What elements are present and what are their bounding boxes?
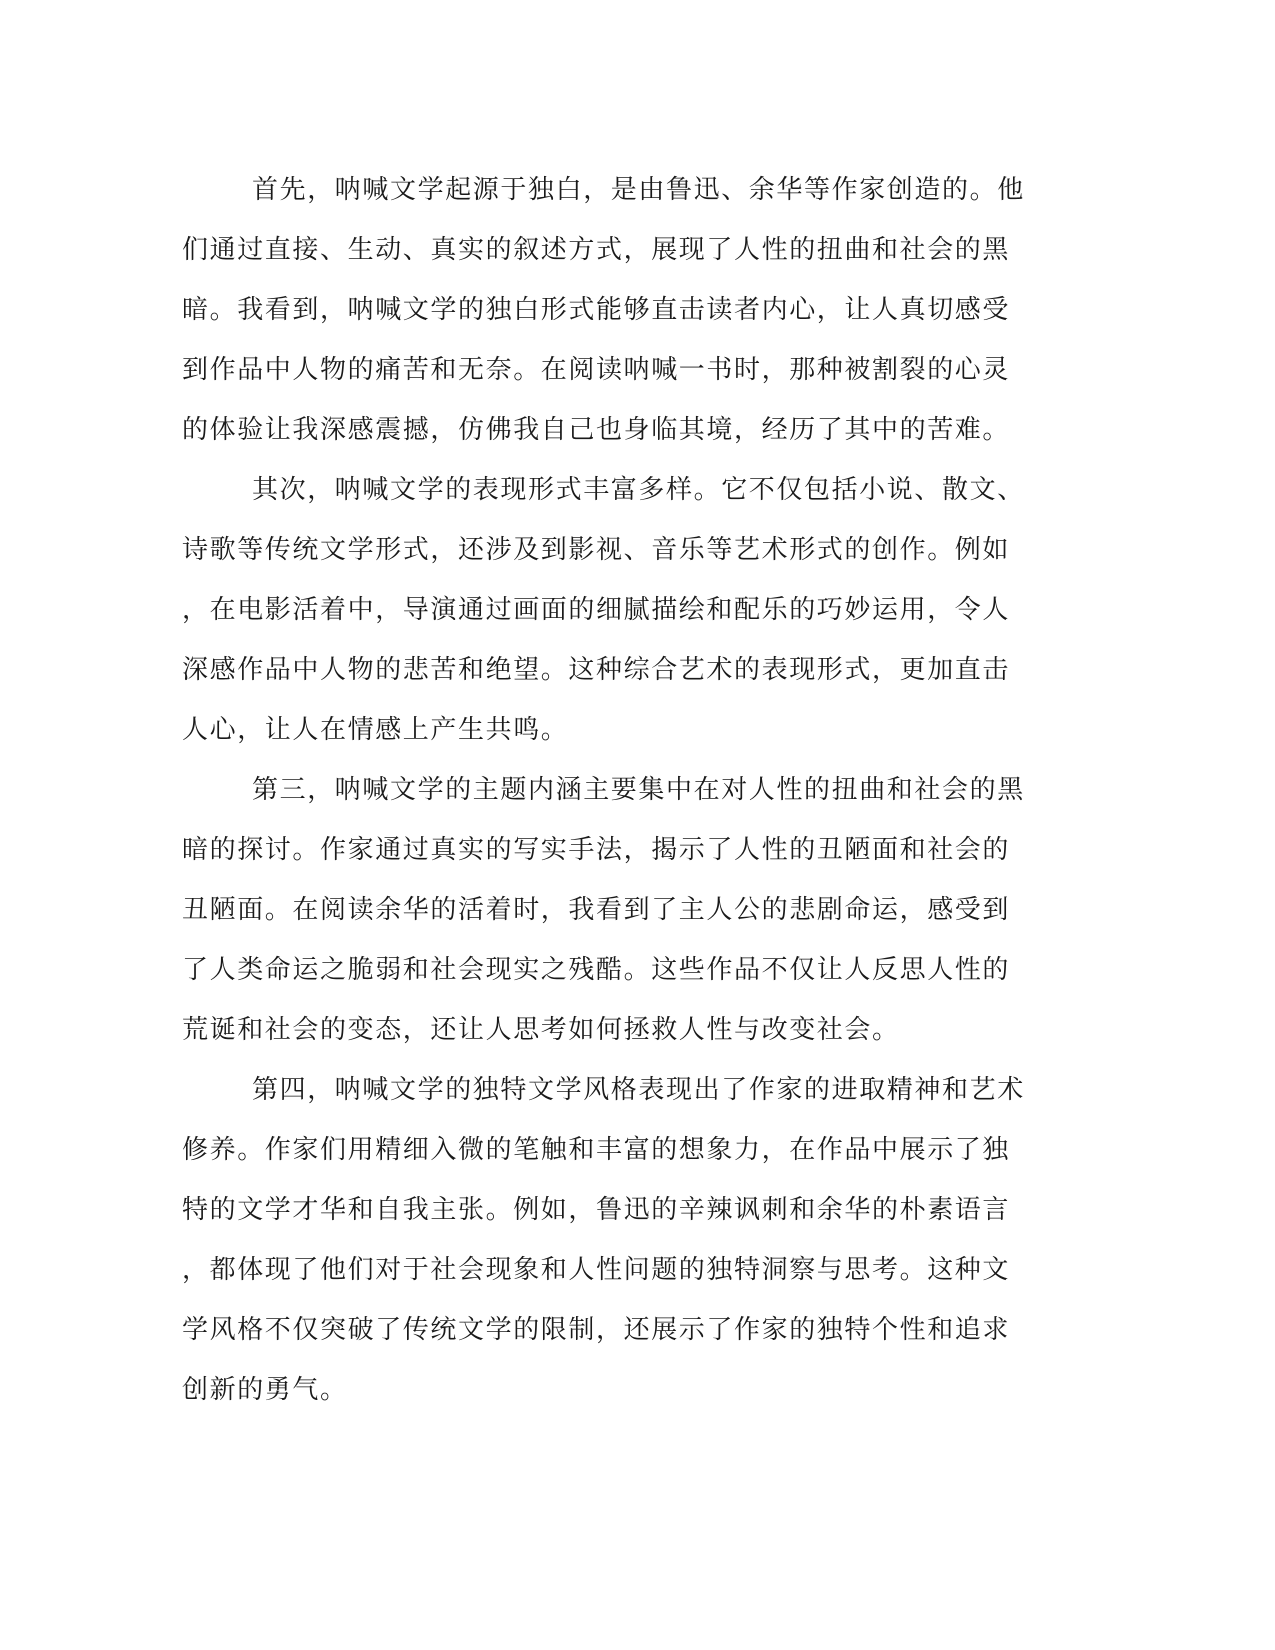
paragraph-1-line-3: 暗。我看到，呐喊文学的独白形式能够直击读者内心，让人真切感受 (182, 295, 1011, 325)
paragraph-1-line-2: 们通过直接、生动、真实的叙述方式，展现了人性的扭曲和社会的黑 (182, 235, 1011, 265)
paragraph-4-line-4: ，都体现了他们对于社会现象和人性问题的独特洞察与思考。这种文 (182, 1255, 1011, 1285)
paragraph-4-line-3: 特的文学才华和自我主张。例如，鲁迅的辛辣讽刺和余华的朴素语言 (182, 1195, 1011, 1225)
paragraph-3-line-1: 第三，呐喊文学的主题内涵主要集中在对人性的扭曲和社会的黑 (252, 775, 1025, 805)
body-text (182, 160, 1062, 1420)
paragraph-4-line-5: 学风格不仅突破了传统文学的限制，还展示了作家的独特个性和追求 (182, 1315, 1011, 1345)
paragraph-2-line-4: 深感作品中人物的悲苦和绝望。这种综合艺术的表现形式，更加直击 (182, 655, 1011, 685)
paragraph-1-line-5: 的体验让我深感震撼，仿佛我自己也身临其境，经历了其中的苦难。 (182, 415, 1011, 445)
paragraph-2-line-5: 人心，让人在情感上产生共鸣。 (182, 715, 569, 745)
paragraph-1-line-4: 到作品中人物的痛苦和无奈。在阅读呐喊一书时，那种被割裂的心灵 (182, 355, 1011, 385)
paragraph-2-line-3: ，在电影活着中，导演通过画面的细腻描绘和配乐的巧妙运用，令人 (182, 595, 1011, 625)
paragraph-1-line-1: 首先，呐喊文学起源于独白，是由鲁迅、余华等作家创造的。他 (252, 175, 1025, 205)
paragraph-3-line-3: 丑陋面。在阅读余华的活着时，我看到了主人公的悲剧命运，感受到 (182, 895, 1011, 925)
paragraph-4-line-2: 修养。作家们用精细入微的笔触和丰富的想象力，在作品中展示了独 (182, 1135, 1011, 1165)
paragraph-4-line-1: 第四，呐喊文学的独特文学风格表现出了作家的进取精神和艺术 (252, 1075, 1025, 1105)
paragraph-2-line-1: 其次，呐喊文学的表现形式丰富多样。它不仅包括小说、散文、 (252, 475, 1025, 505)
paragraph-3-line-5: 荒诞和社会的变态，还让人思考如何拯救人性与改变社会。 (182, 1015, 900, 1045)
paragraph-2-line-2: 诗歌等传统文学形式，还涉及到影视、音乐等艺术形式的创作。例如 (182, 535, 1011, 565)
paragraph-4-line-6: 创新的勇气。 (182, 1375, 348, 1405)
paragraph-3-line-2: 暗的探讨。作家通过真实的写实手法，揭示了人性的丑陋面和社会的 (182, 835, 1011, 865)
paragraph-3-line-4: 了人类命运之脆弱和社会现实之残酷。这些作品不仅让人反思人性的 (182, 955, 1011, 985)
